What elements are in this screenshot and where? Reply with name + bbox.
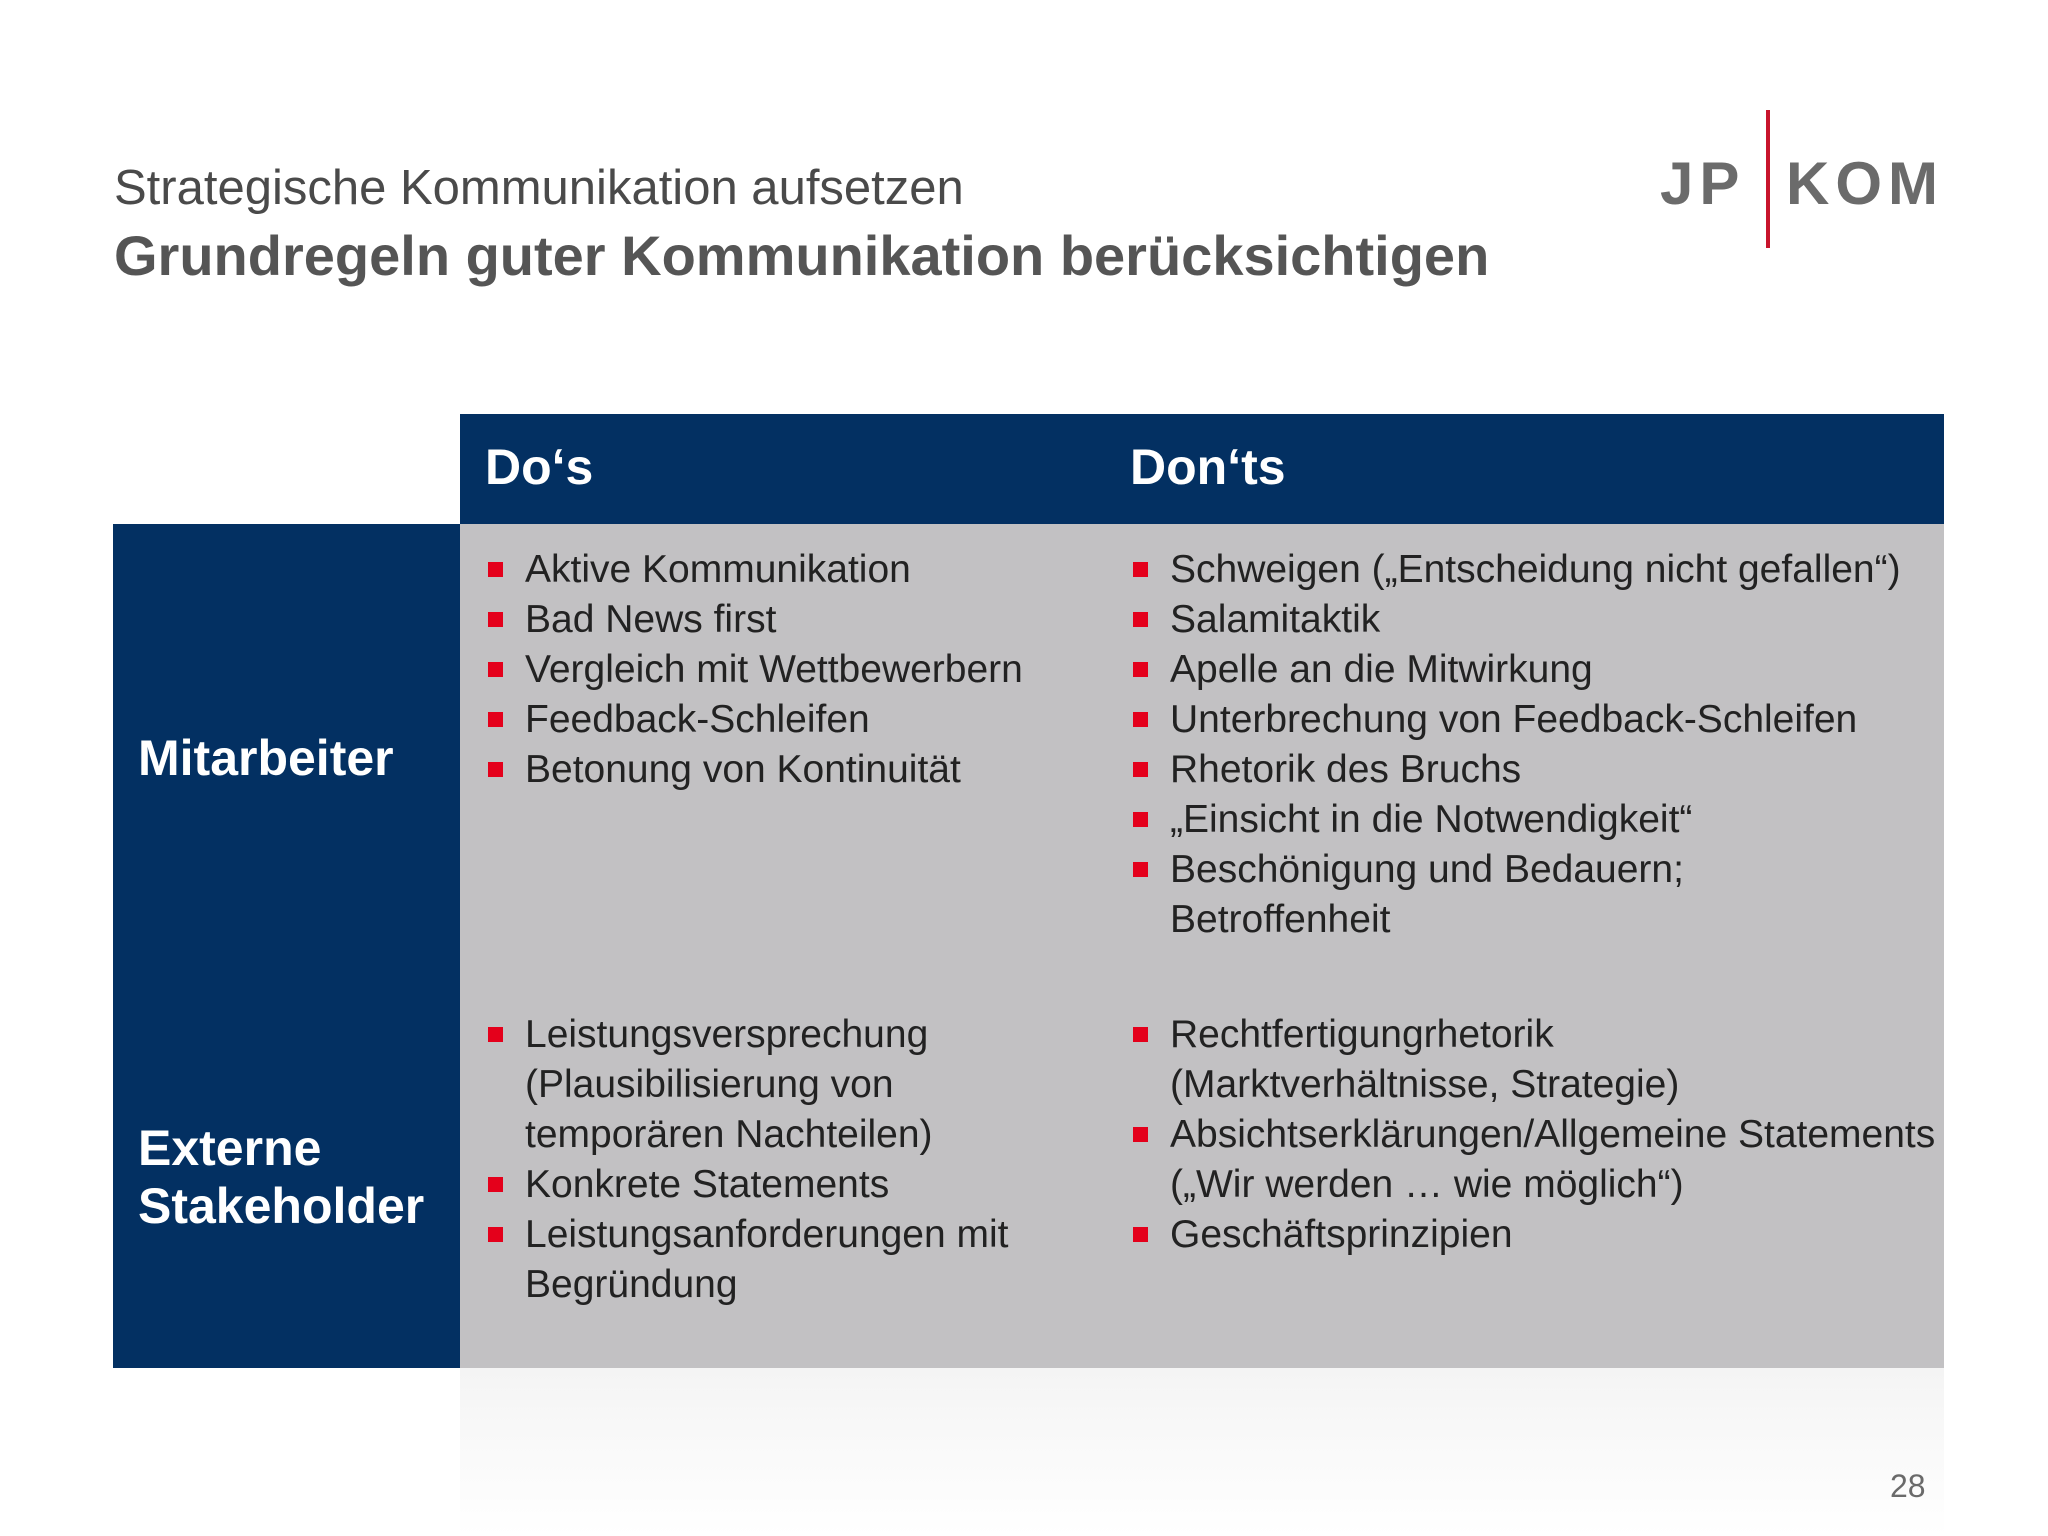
bullet-square-icon bbox=[1133, 662, 1148, 677]
table-reflection bbox=[460, 1368, 1944, 1536]
list-item: Unterbrechung von Feedback-Schleifen bbox=[1133, 695, 1923, 745]
bullet-square-icon bbox=[1133, 1227, 1148, 1242]
list-item: Leistungsversprechung (Plausibilisierung von temporären Nachteilen) bbox=[488, 1010, 1043, 1160]
page-number: 28 bbox=[1890, 1468, 1926, 1504]
row-label-column bbox=[113, 524, 460, 1368]
slide-title: Grundregeln guter Kommunikation berücksichtigen bbox=[114, 224, 1490, 287]
column-header-dos: Do‘s bbox=[485, 439, 594, 495]
row-label-line: Stakeholder bbox=[138, 1177, 425, 1234]
list-item: Bad News first bbox=[488, 595, 1088, 645]
jpkom-logo bbox=[1660, 110, 1944, 250]
logo-text-right: KOM bbox=[1786, 150, 1944, 217]
list-item: Beschönigung und Bedauern; Betroffenheit bbox=[1133, 845, 1730, 945]
list-item: Geschäftsprinzipien bbox=[1133, 1210, 1923, 1260]
list-item: Absichtserklärungen/Allgemeine Statements („Wir werden … wie möglich“) bbox=[1133, 1110, 1960, 1210]
list-item: Rhetorik des Bruchs bbox=[1133, 745, 1923, 795]
bullet-square-icon bbox=[488, 712, 503, 727]
bullet-square-icon bbox=[1133, 862, 1148, 877]
row-label-externe-stakeholder bbox=[138, 1120, 424, 1235]
stakeholder-donts-list bbox=[1133, 1010, 1936, 1260]
row-label-mitarbeiter: Mitarbeiter bbox=[138, 730, 394, 786]
bullet-square-icon bbox=[488, 1227, 503, 1242]
bullet-square-icon bbox=[488, 1177, 503, 1192]
list-item: Salamitaktik bbox=[1133, 595, 1923, 645]
bullet-square-icon bbox=[488, 1027, 503, 1042]
list-item: Schweigen („Entscheidung nicht gefallen“) bbox=[1133, 545, 1923, 595]
list-item: Leistungsanforderungen mit Begründung bbox=[488, 1210, 1043, 1310]
bullet-square-icon bbox=[1133, 1127, 1148, 1142]
list-item: Apelle an die Mitwirkung bbox=[1133, 645, 1923, 695]
logo-divider bbox=[1766, 110, 1770, 248]
list-item: Rechtfertigungrhetorik (Marktverhältnisse, Strategie) bbox=[1133, 1010, 1790, 1110]
bullet-square-icon bbox=[488, 662, 503, 677]
list-item: Aktive Kommunikation bbox=[488, 545, 1088, 595]
slide-subtitle: Strategische Kommunikation aufsetzen bbox=[114, 161, 964, 215]
bullet-square-icon bbox=[488, 612, 503, 627]
logo-text-left: JP bbox=[1660, 150, 1746, 217]
bullet-square-icon bbox=[1133, 712, 1148, 727]
list-item: Konkrete Statements bbox=[488, 1160, 1043, 1210]
bullet-square-icon bbox=[1133, 612, 1148, 627]
bullet-square-icon bbox=[488, 562, 503, 577]
mitarbeiter-dos-list bbox=[488, 545, 1088, 795]
row-label-line: Externe bbox=[138, 1120, 322, 1176]
bullet-square-icon bbox=[1133, 812, 1148, 827]
list-item: Vergleich mit Wettbewerbern bbox=[488, 645, 1088, 695]
bullet-square-icon bbox=[488, 762, 503, 777]
column-header-donts: Don‘ts bbox=[1130, 439, 1286, 495]
bullet-square-icon bbox=[1133, 1027, 1148, 1042]
bullet-square-icon bbox=[1133, 762, 1148, 777]
list-item: „Einsicht in die Notwendigkeit“ bbox=[1133, 795, 1923, 845]
list-item: Betonung von Kontinuität bbox=[488, 745, 1088, 795]
stakeholder-dos-list bbox=[488, 1010, 1043, 1310]
bullet-square-icon bbox=[1133, 562, 1148, 577]
mitarbeiter-donts-list bbox=[1133, 545, 1923, 945]
list-item: Feedback-Schleifen bbox=[488, 695, 1088, 745]
